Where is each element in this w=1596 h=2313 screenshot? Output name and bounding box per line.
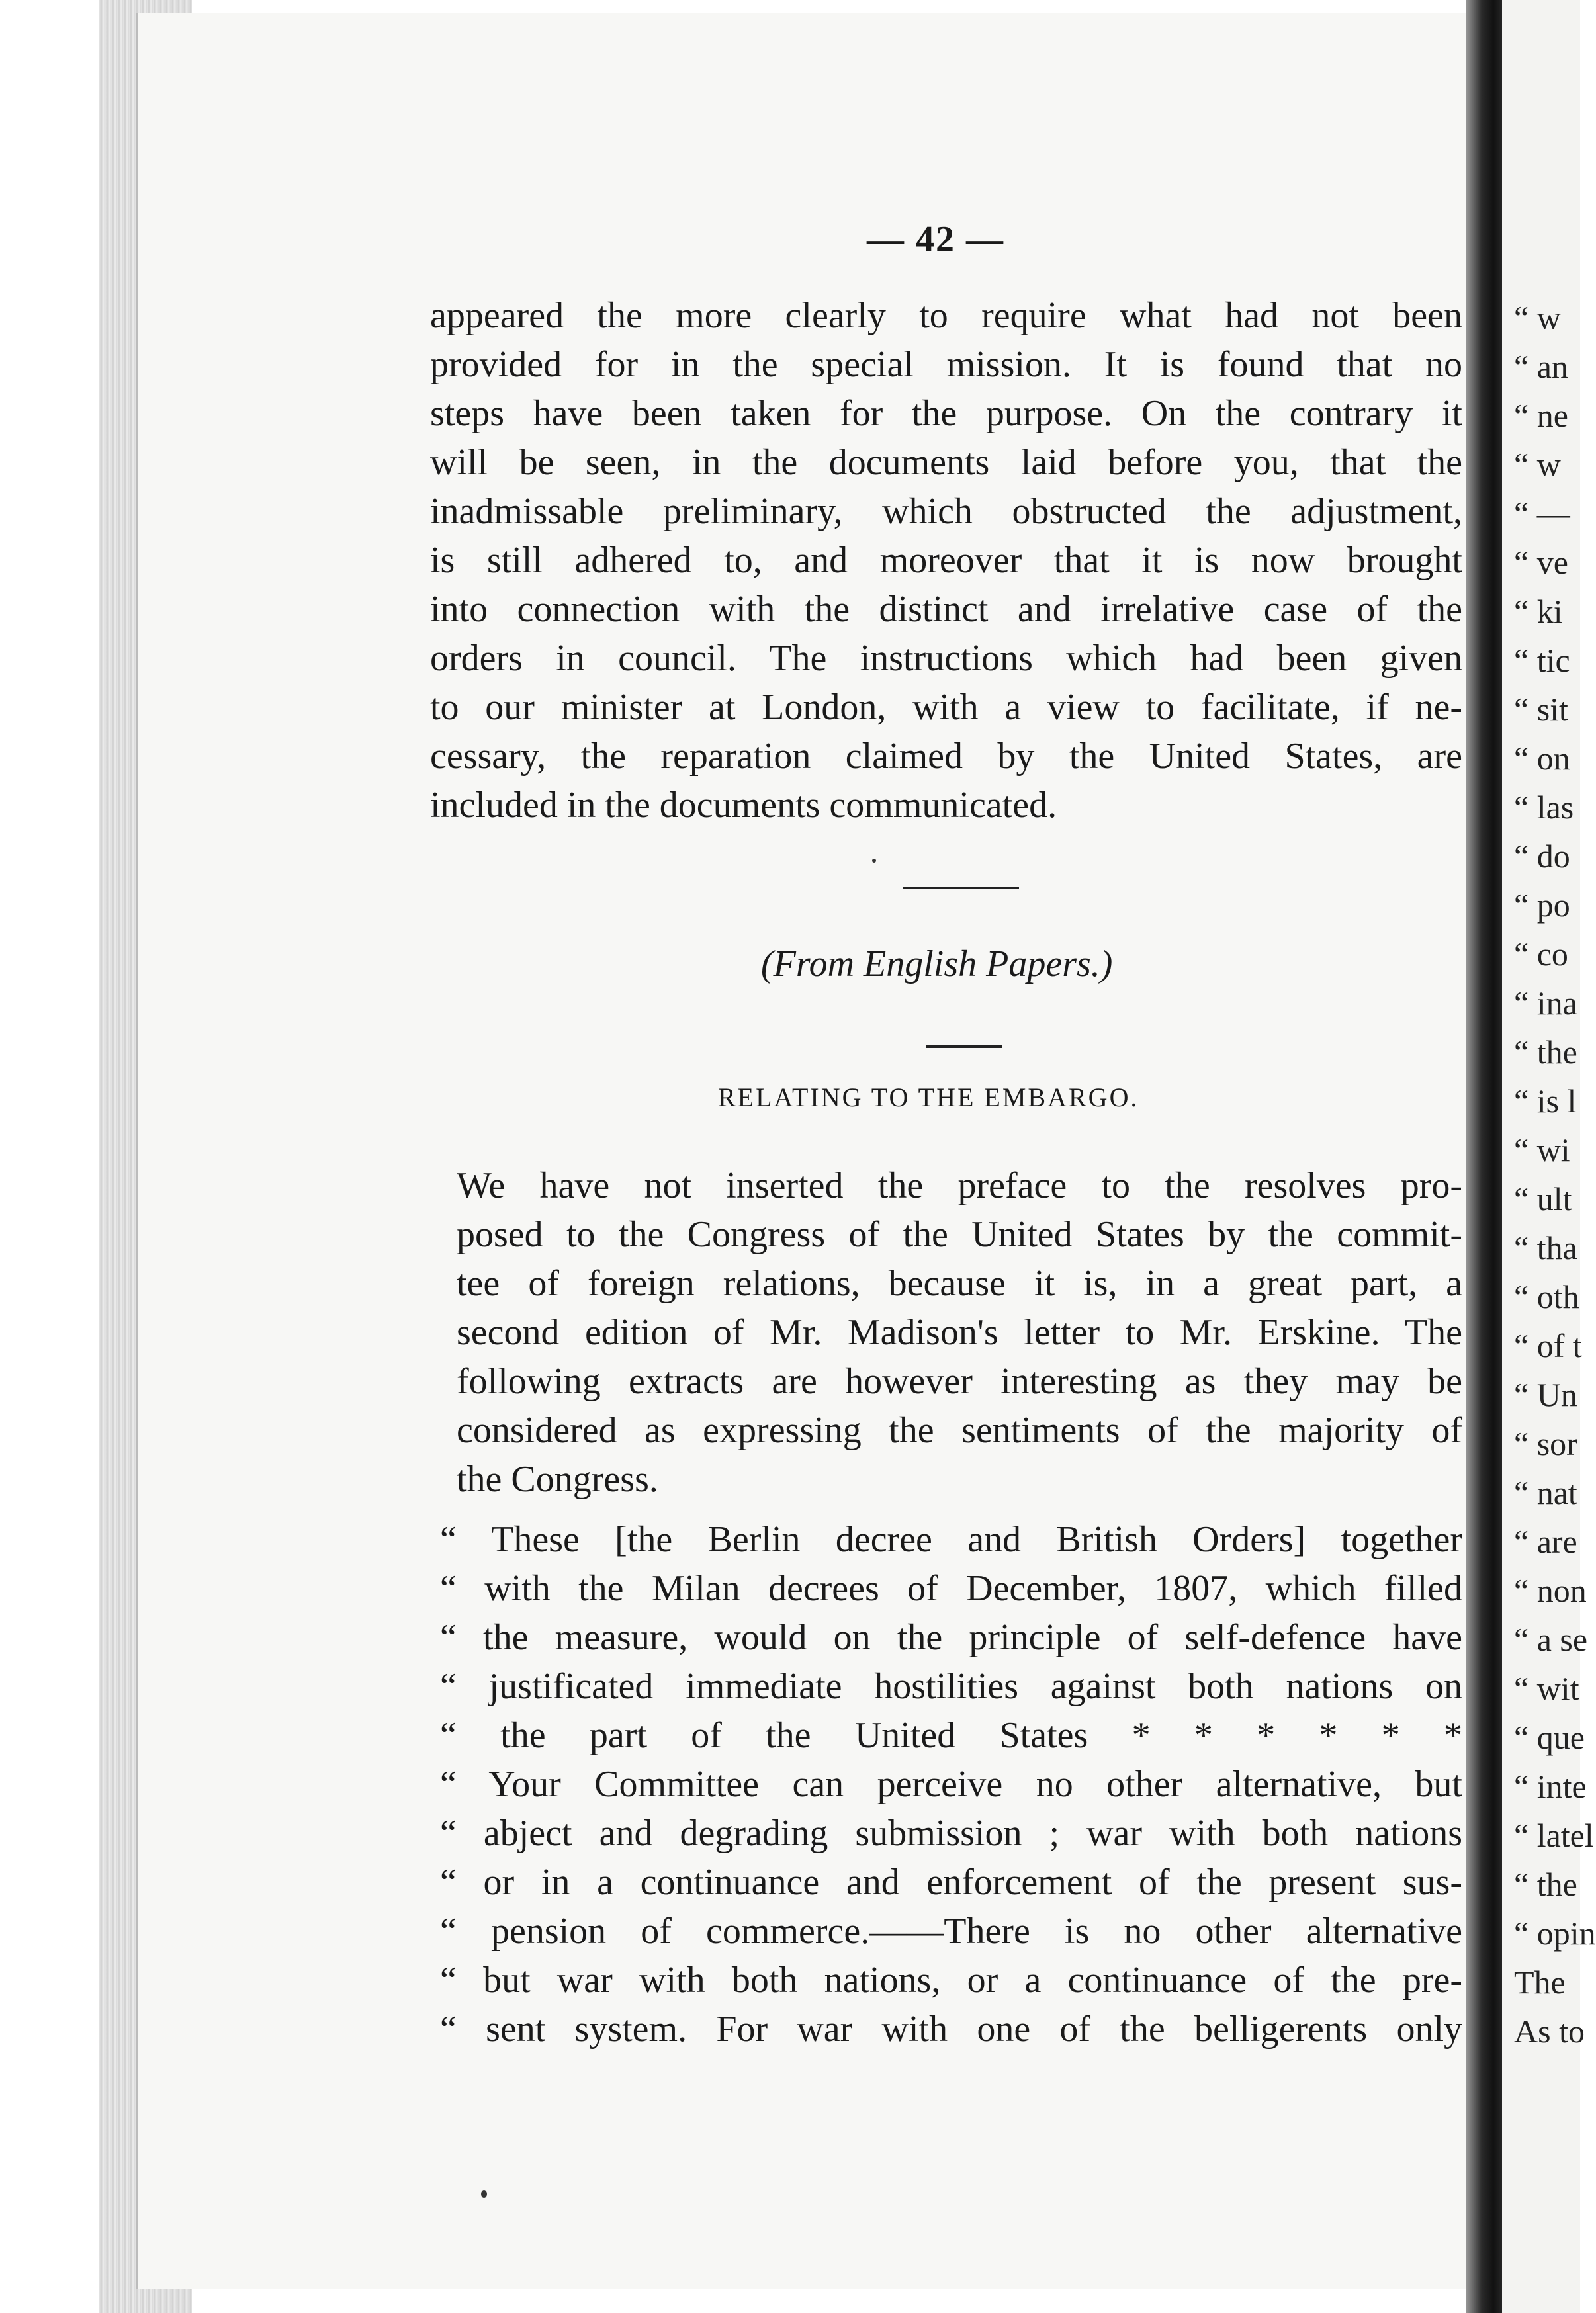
facing-page-fragment: “ is l — [1514, 1082, 1577, 1119]
text-line: into connection with the distinct and irrelative case of the — [430, 589, 1462, 630]
facing-page-fragment: As to — [1514, 2013, 1585, 2050]
facing-page-fragment: “ ne — [1514, 397, 1568, 434]
facing-page-fragment: “ an — [1514, 348, 1568, 385]
facing-page-fragment: “ ina — [1514, 984, 1577, 1022]
facing-page-fragment: “ w — [1514, 299, 1561, 336]
facing-page-fragment: “ que — [1514, 1719, 1585, 1756]
facing-page-fragment: “ of t — [1514, 1327, 1582, 1364]
text-line: tee of foreign relations, because it is, in a great part, a — [457, 1263, 1462, 1304]
facing-page-fragment: “ Un — [1514, 1376, 1577, 1413]
text-line: will be seen, in the documents laid before you, that the — [430, 442, 1462, 483]
text-line: posed to the Congress of the United States by the commit- — [457, 1214, 1462, 1255]
text-line: We have not inserted the preface to the resolves pro- — [457, 1165, 1462, 1206]
paragraph-2 — [457, 1161, 1462, 1504]
text-line: “ the part of the United States * * * * * * — [440, 1715, 1462, 1756]
text-line: “ Your Committee can perceive no other alternative, but — [440, 1764, 1462, 1805]
paragraph-1 — [430, 291, 1462, 830]
facing-page-fragment: “ ult — [1514, 1180, 1572, 1217]
facing-page-fragment: “ sor — [1514, 1425, 1577, 1462]
facing-page-fragment: “ wi — [1514, 1131, 1570, 1168]
text-line: inadmissable preliminary, which obstructed the adjustment, — [430, 491, 1462, 532]
ink-speck — [481, 2190, 487, 2198]
ink-speck — [872, 859, 876, 863]
page-number: — 42 — — [867, 219, 1004, 260]
text-line: provided for in the special mission. It is found that no — [430, 344, 1462, 385]
facing-page-fragment: “ the — [1514, 1033, 1577, 1070]
quote-block — [440, 1515, 1462, 2054]
text-line: orders in council. The instructions which had been given — [430, 638, 1462, 679]
text-line: “ abject and degrading submission ; war with both nations — [440, 1813, 1462, 1854]
divider-rule — [926, 1045, 1002, 1048]
text-line: “ justificated immediate hostilities against both nations on — [440, 1666, 1462, 1707]
facing-page-fragment: “ do — [1514, 838, 1570, 875]
facing-page-fragment: “ a se — [1514, 1621, 1588, 1658]
text-line: considered as expressing the sentiments of the majority of — [457, 1410, 1462, 1451]
facing-page-fragment: “ non — [1514, 1572, 1587, 1609]
divider-rule — [903, 887, 1019, 889]
facing-page-fragment: “ tha — [1514, 1229, 1577, 1266]
facing-page-fragment: “ oth — [1514, 1278, 1579, 1315]
facing-page-fragment: “ nat — [1514, 1474, 1577, 1511]
text-line: “ pension of commerce.——There is no other alternative — [440, 1911, 1462, 1952]
facing-page-fragment: “ sit — [1514, 691, 1568, 728]
text-line: “ These [the Berlin decree and British Orders] together — [440, 1519, 1462, 1560]
text-line: the Congress. — [457, 1459, 658, 1500]
text-line: “ but war with both nations, or a continuance of the pre- — [440, 1960, 1462, 2001]
facing-page-fragment: “ — — [1514, 495, 1570, 532]
section-heading: RELATING TO THE EMBARGO. — [718, 1082, 1139, 1112]
text-line: to our minister at London, with a view to facilitate, if ne- — [430, 687, 1462, 728]
facing-page-fragment: “ tic — [1514, 642, 1570, 679]
text-line: following extracts are however interesting as they may be — [457, 1361, 1462, 1402]
text-line: appeared the more clearly to require what had not been — [430, 295, 1462, 336]
facing-page-fragment: “ the — [1514, 1866, 1577, 1903]
facing-page-fragment: “ on — [1514, 740, 1570, 777]
text-line: cessary, the reparation claimed by the United States, are — [430, 736, 1462, 777]
text-line: “ with the Milan decrees of December, 1807, which filled — [440, 1568, 1462, 1609]
facing-page-fragment: “ w — [1514, 446, 1561, 483]
facing-page — [1502, 0, 1596, 2313]
text-line: “ sent system. For war with one of the belligerents only — [440, 2009, 1462, 2050]
text-line: “ or in a continuance and enforcement of the present sus- — [440, 1862, 1462, 1903]
source-note: (From English Papers.) — [761, 943, 1113, 984]
facing-page-fragment: “ latel — [1514, 1817, 1594, 1854]
text-line: “ the measure, would on the principle of self-defence have — [440, 1617, 1462, 1658]
text-line: steps have been taken for the purpose. On the contrary it — [430, 393, 1462, 434]
facing-page-fragment: The — [1514, 1964, 1566, 2001]
facing-page-fragment: “ opin — [1514, 1915, 1596, 1952]
facing-page-fragment: “ are — [1514, 1523, 1577, 1560]
facing-page-fragment: “ las — [1514, 789, 1574, 826]
facing-page-fragment: “ ve — [1514, 544, 1568, 581]
facing-page-fragment: “ inte — [1514, 1768, 1587, 1805]
facing-page-fragment: “ wit — [1514, 1670, 1579, 1707]
text-line: second edition of Mr. Madison's letter to Mr. Erskine. The — [457, 1312, 1462, 1353]
facing-page-fragment: “ co — [1514, 936, 1568, 973]
facing-page-fragment: “ po — [1514, 887, 1570, 924]
facing-page-fragment: “ ki — [1514, 593, 1563, 630]
text-line: included in the documents communicated. — [430, 785, 1057, 826]
text-line: is still adhered to, and moreover that it is now brought — [430, 540, 1462, 581]
